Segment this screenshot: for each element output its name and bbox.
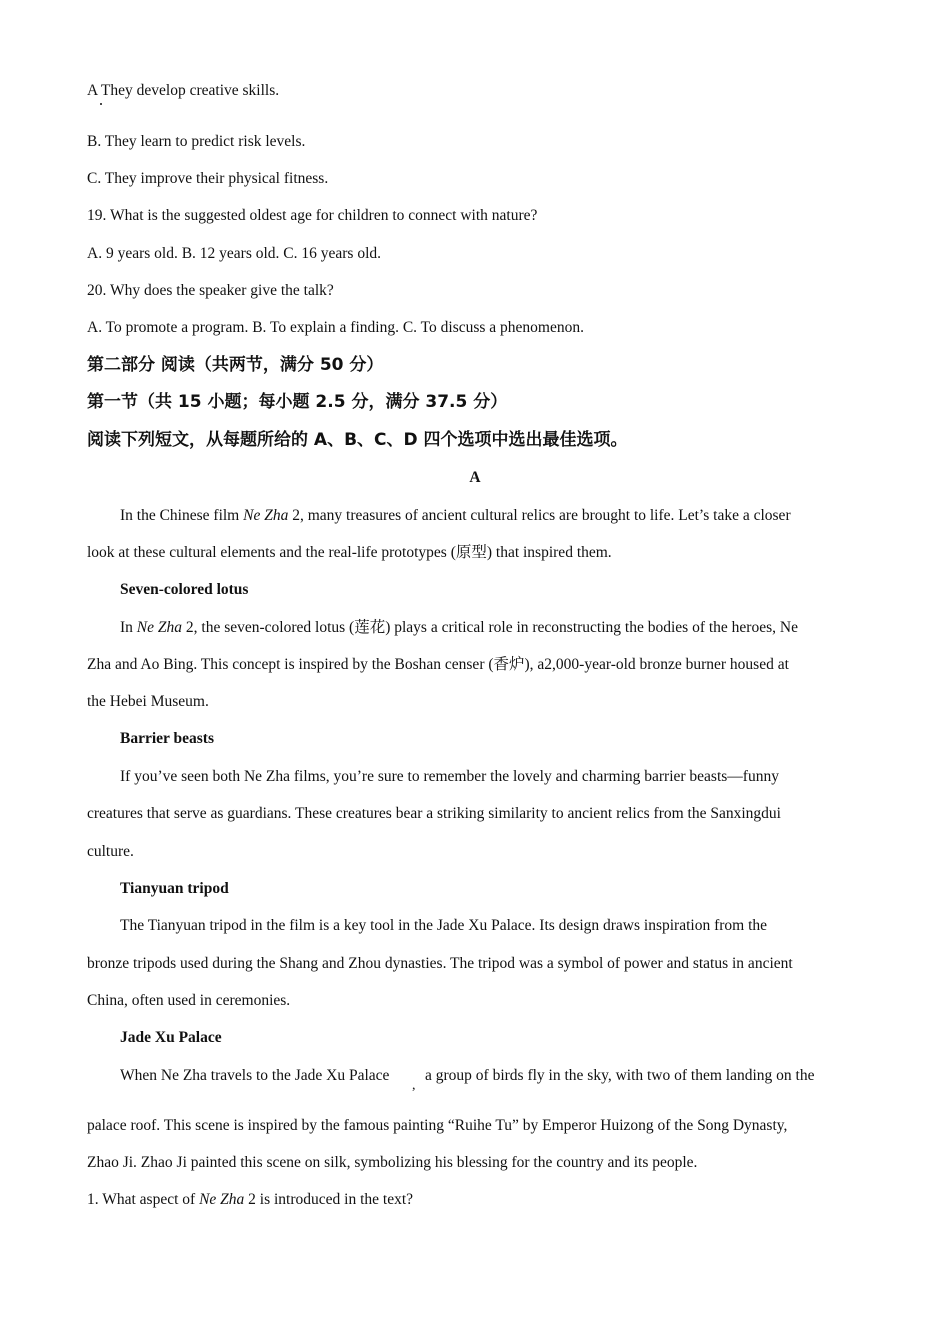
film-title: Ne Zha [199, 1191, 245, 1208]
instructions: 阅读下列短文，从每题所给的 A、B、C、D 四个选项中选出最佳选项。 [87, 430, 628, 450]
tripod-heading: Tianyuan tripod [120, 880, 229, 897]
palace-line-1a: When Ne Zha travels to the Jade Xu Palace [120, 1067, 390, 1084]
lotus-line-2: Zha and Ao Bing. This concept is inspired by the Boshan censer (香炉), a2,000-year-old bronze burner housed at [87, 656, 789, 673]
q19-stem: 19. What is the suggested oldest age for children to connect with nature? [87, 207, 538, 224]
question-1 [87, 1190, 413, 1210]
intro-line-1 [120, 506, 791, 526]
q18-option-a: A They develop creative skills. [87, 82, 280, 99]
intro-line-2: look at these cultural elements and the real-life prototypes (原型) that inspired them. [87, 544, 612, 561]
q19-options: A. 9 years old. B. 12 years old. C. 16 years old. [87, 245, 382, 262]
question-1-pre: 1. What aspect of [87, 1191, 200, 1208]
tripod-line-3: China, often used in ceremonies. [87, 992, 291, 1009]
lotus-line-3: the Hebei Museum. [87, 693, 209, 710]
lotus-line-1-post: 2, the seven-colored lotus (莲花) plays a critical role in reconstructing the bodies of the heroes, Ne [182, 619, 798, 636]
lotus-line-1 [120, 618, 798, 638]
palace-heading: Jade Xu Palace [120, 1029, 222, 1046]
lotus-line-1-pre: In [120, 619, 137, 636]
question-1-post: 2 is introduced in the text? [244, 1191, 414, 1208]
tripod-line-2: bronze tripods used during the Shang and Zhou dynasties. The tripod was a symbol of power and status in ancient [87, 955, 793, 972]
stray-dot [100, 103, 102, 105]
q18-option-c: C. They improve their physical fitness. [87, 170, 329, 187]
beasts-line-2: creatures that serve as guardians. These creatures bear a striking similarity to ancient relics from the Sanxingdui [87, 805, 781, 822]
lotus-heading: Seven-colored lotus [120, 581, 249, 598]
beasts-heading: Barrier beasts [120, 730, 214, 747]
section-title: 第一节（共 15 小题；每小题 2.5 分，满分 37.5 分） [87, 392, 508, 412]
part-title: 第二部分 阅读（共两节，满分 50 分） [87, 355, 384, 375]
palace-line-3: Zhao Ji. Zhao Ji painted this scene on silk, symbolizing his blessing for the country and its people. [87, 1154, 698, 1171]
beasts-line-3: culture. [87, 843, 134, 860]
beasts-line-1: If you’ve seen both Ne Zha films, you’re sure to remember the lovely and charming barrier beasts—funny [120, 768, 779, 785]
palace-line-1b: a group of birds fly in the sky, with two of them landing on the [425, 1067, 815, 1084]
film-title: Ne Zha [136, 619, 183, 636]
film-title: Ne Zha [243, 507, 289, 524]
q20-options: A. To promote a program. B. To explain a finding. C. To discuss a phenomenon. [87, 319, 584, 336]
palace-comma: , [412, 1078, 416, 1093]
tripod-line-1: The Tianyuan tripod in the film is a key tool in the Jade Xu Palace. Its design draws inspiration from the [120, 917, 768, 934]
q20-stem: 20. Why does the speaker give the talk? [87, 282, 334, 299]
passage-letter: A [469, 469, 481, 486]
intro-line-1-pre: In the Chinese film [120, 507, 244, 524]
palace-line-2: palace roof. This scene is inspired by the famous painting “Ruihe Tu” by Emperor Huizong of the Song Dynasty, [87, 1117, 788, 1134]
q18-option-b: B. They learn to predict risk levels. [87, 133, 306, 150]
intro-line-1-post: 2, many treasures of ancient cultural relics are brought to life. Let’s take a closer [288, 507, 791, 524]
